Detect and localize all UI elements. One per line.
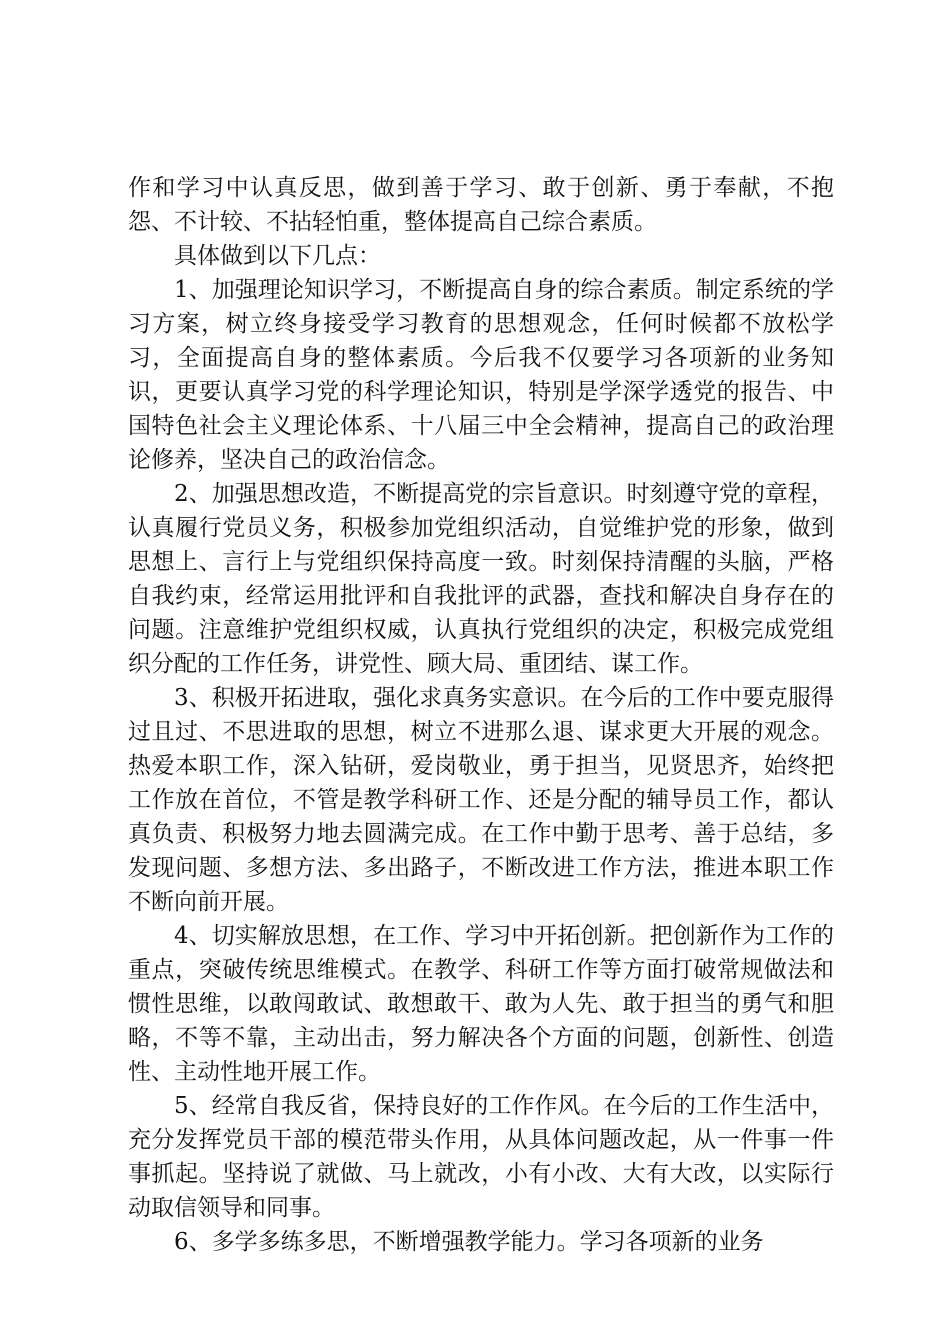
paragraph-point-5: 5、经常自我反省，保持良好的工作作风。在今后的工作生活中，充分发挥党员干部的模范带头作用，从具体问题改起，从一件事一件事抓起。坚持说了就做、马上就改，小有小改、大有大改，以实际行动取信领导和同事。 <box>128 1093 834 1221</box>
paragraph-point-2: 2、加强思想改造，不断提高党的宗旨意识。时刻遵守党的章程，认真履行党员义务，积极参加党组织活动，自觉维护党的形象，做到思想上、言行上与党组织保持高度一致。时刻保持清醒的头脑，严格自我约束，经常运用批评和自我批评的武器，查找和解决自身存在的问题。注意维护党组织权威，认真执行党组织的决定，积极完成党组织分配的工作任务，讲党性、顾大局、重团结、谋工作。 <box>128 481 834 677</box>
paragraph-continuation: 作和学习中认真反思，做到善于学习、敢于创新、勇于奉献，不抱怨、不计较、不拈轻怕重，整体提高自己综合素质。 <box>128 175 834 235</box>
paragraph-point-6: 6、多学多练多思，不断增强教学能力。学习各项新的业务 <box>174 1229 764 1255</box>
paragraph-intro-points: 具体做到以下几点： <box>174 243 381 269</box>
document-body <box>128 171 834 1259</box>
paragraph-point-1: 1、加强理论知识学习，不断提高自身的综合素质。制定系统的学习方案，树立终身接受学习教育的思想观念，任何时候都不放松学习，全面提高自身的整体素质。今后我不仅要学习各项新的业务知识，更要认真学习党的科学理论知识，特别是学深学透党的报告、中国特色社会主义理论体系、十八届三中全会精神，提高自己的政治理论修养，坚决自己的政治信念。 <box>128 277 834 473</box>
paragraph-point-3: 3、积极开拓进取，强化求真务实意识。在今后的工作中要克服得过且过、不思进取的思想，树立不进那么退、谋求更大开展的观念。热爱本职工作，深入钻研，爱岗敬业，勇于担当，见贤思齐，始终把工作放在首位，不管是教学科研工作、还是分配的辅导员工作，都认真负责、积极努力地去圆满完成。在工作中勤于思考、善于总结，多发现问题、多想方法、多出路子，不断改进工作方法，推进本职工作不断向前开展。 <box>128 685 834 915</box>
paragraph-point-4: 4、切实解放思想，在工作、学习中开拓创新。把创新作为工作的重点，突破传统思维模式。在教学、科研工作等方面打破常规做法和惯性思维，以敢闯敢试、敢想敢干、敢为人先、敢于担当的勇气和胆略，不等不靠，主动出击，努力解决各个方面的问题，创新性、创造性、主动性地开展工作。 <box>128 923 834 1085</box>
